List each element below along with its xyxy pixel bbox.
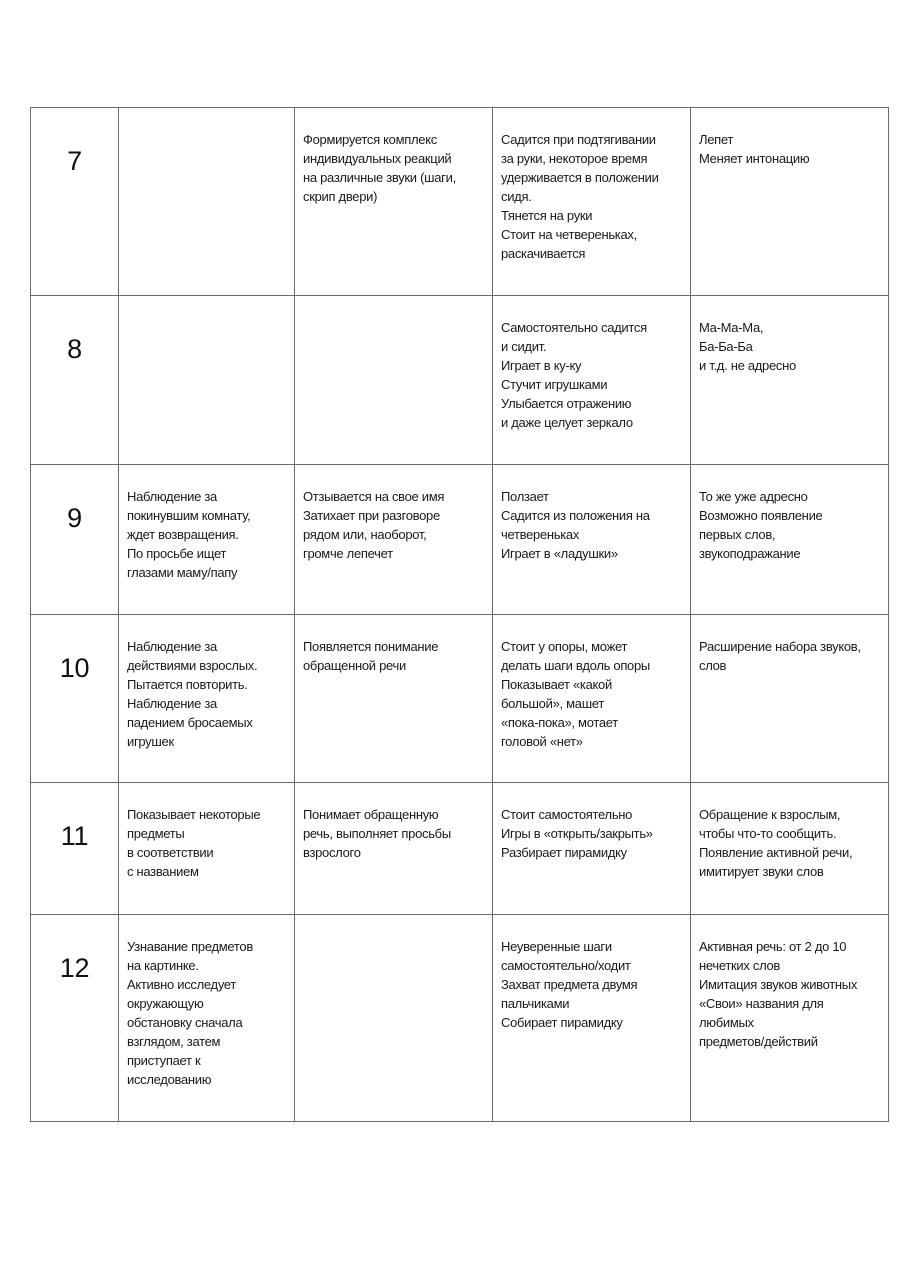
- vision-text: Наблюдение за действиями взрослых. Пытается повторить. Наблюдение за падением бросаемых игрушек: [127, 639, 258, 749]
- motor-text: Стоит у опоры, может делать шаги вдоль опоры Показывает «какой большой», машет «пока-пока», мотает головой «нет»: [501, 639, 650, 749]
- hearing-cell: [295, 465, 493, 615]
- motor-cell: [493, 108, 691, 296]
- speech-text: Лепет Меняет интонацию: [699, 132, 810, 166]
- motor-text: Неуверенные шаги самостоятельно/ходит Захват предмета двумя пальчиками Собирает пирамидку: [501, 939, 638, 1030]
- month-number: 11: [60, 821, 89, 851]
- hearing-cell: [295, 783, 493, 915]
- speech-cell: [691, 108, 889, 296]
- month-cell: [31, 783, 119, 915]
- development-table: [30, 107, 889, 1122]
- speech-text: Ма-Ма-Ма, Ба-Ба-Ба и т.д. не адресно: [699, 320, 796, 373]
- vision-text: Наблюдение за покинувшим комнату, ждет возвращения. По просьбе ищет глазами маму/папу: [127, 489, 251, 580]
- speech-cell: [691, 465, 889, 615]
- motor-cell: [493, 296, 691, 465]
- hearing-text: Отзывается на свое имя Затихает при разговоре рядом или, наоборот, громче лепечет: [303, 489, 445, 561]
- motor-text: Стоит самостоятельно Игры в «открыть/закрыть» Разбирает пирамидку: [501, 807, 653, 860]
- vision-cell: [119, 465, 295, 615]
- vision-cell: [119, 108, 295, 296]
- hearing-cell: [295, 615, 493, 783]
- speech-text: Расширение набора звуков, слов: [699, 639, 861, 673]
- table-row: [31, 915, 889, 1122]
- motor-text: Самостоятельно садится и сидит. Играет в ку-ку Стучит игрушками Улыбается отражению и даже целует зеркало: [501, 320, 647, 430]
- month-number: 8: [67, 334, 82, 364]
- document-page: [30, 107, 888, 1122]
- table-row: [31, 783, 889, 915]
- speech-text: То же уже адресно Возможно появление первых слов, звукоподражание: [699, 489, 823, 561]
- speech-cell: [691, 915, 889, 1122]
- hearing-cell: [295, 915, 493, 1122]
- hearing-text: Формируется комплекс индивидуальных реакций на различные звуки (шаги, скрип двери): [303, 132, 456, 204]
- month-number: 9: [67, 503, 82, 533]
- vision-text: Показывает некоторые предметы в соответствии с названием: [127, 807, 261, 879]
- month-number: 12: [59, 953, 90, 983]
- month-cell: [31, 465, 119, 615]
- table-row: [31, 108, 889, 296]
- vision-cell: [119, 296, 295, 465]
- speech-text: Активная речь: от 2 до 10 нечетких слов Имитация звуков животных «Свои» названия для любимых предметов/действий: [699, 939, 858, 1049]
- table-row: [31, 615, 889, 783]
- speech-text: Обращение к взрослым, чтобы что-то сообщить. Появление активной речи, имитирует звуки слов: [699, 807, 853, 879]
- month-cell: [31, 915, 119, 1122]
- speech-cell: [691, 296, 889, 465]
- month-number: 7: [67, 146, 82, 176]
- month-cell: [31, 615, 119, 783]
- motor-text: Садится при подтягивании за руки, некоторое время удерживается в положении сидя. Тянется на руки Стоит на четвереньках, раскачивается: [501, 132, 659, 261]
- table-row: [31, 296, 889, 465]
- motor-cell: [493, 915, 691, 1122]
- motor-cell: [493, 615, 691, 783]
- motor-cell: [493, 783, 691, 915]
- month-cell: [31, 296, 119, 465]
- month-number: 10: [59, 653, 90, 683]
- hearing-text: Появляется понимание обращенной речи: [303, 639, 439, 673]
- speech-cell: [691, 615, 889, 783]
- motor-cell: [493, 465, 691, 615]
- hearing-cell: [295, 108, 493, 296]
- motor-text: Ползает Садится из положения на четвереньках Играет в «ладушки»: [501, 489, 650, 561]
- vision-text: Узнавание предметов на картинке. Активно исследует окружающую обстановку сначала взглядом, затем приступает к исследованию: [127, 939, 253, 1087]
- vision-cell: [119, 615, 295, 783]
- speech-cell: [691, 783, 889, 915]
- month-cell: [31, 108, 119, 296]
- hearing-cell: [295, 296, 493, 465]
- hearing-text: Понимает обращенную речь, выполняет просьбы взрослого: [303, 807, 451, 860]
- table-row: [31, 465, 889, 615]
- vision-cell: [119, 915, 295, 1122]
- vision-cell: [119, 783, 295, 915]
